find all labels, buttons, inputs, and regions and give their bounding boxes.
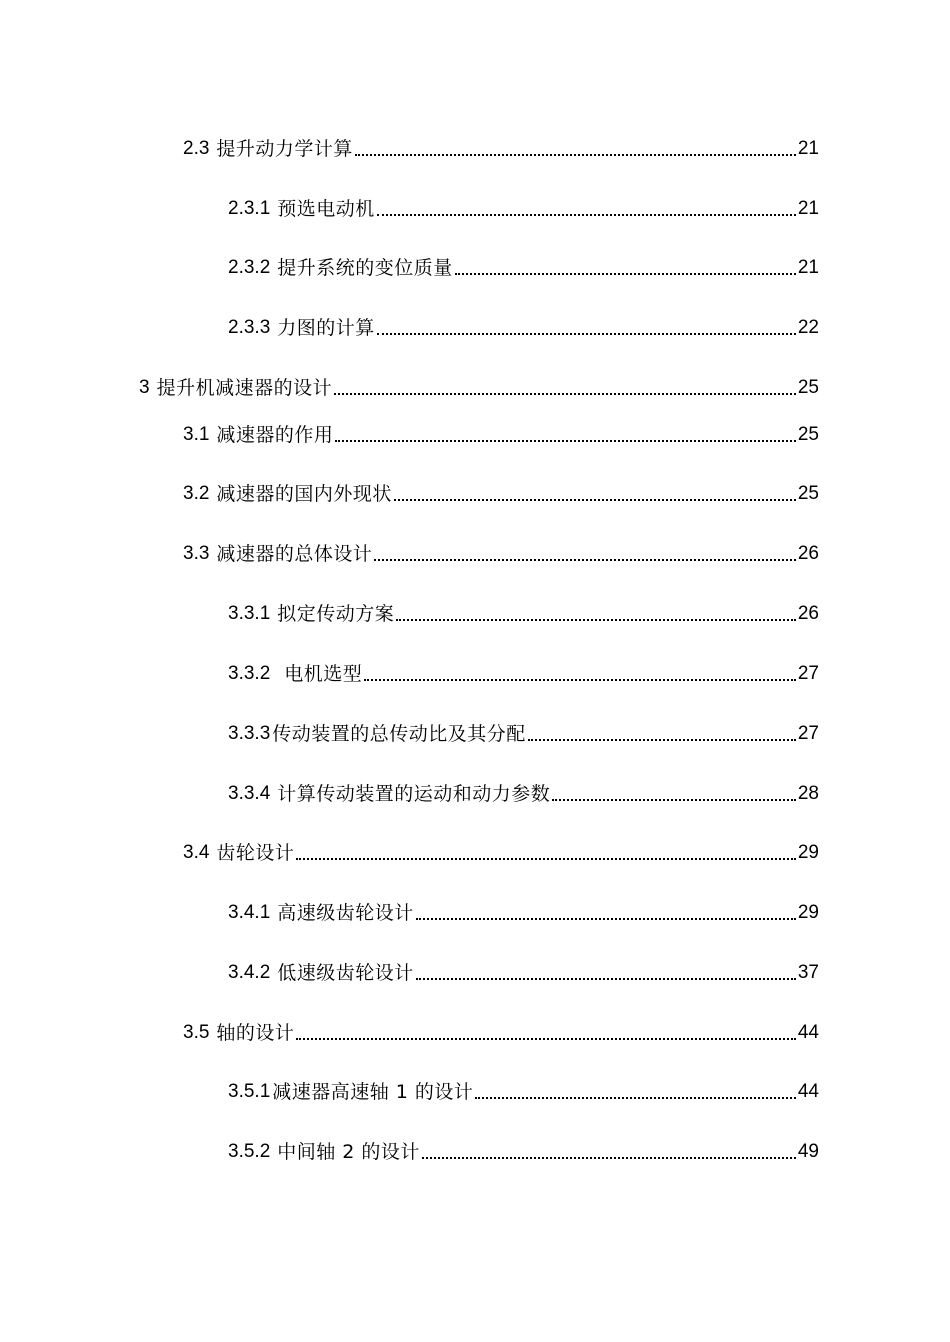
toc-entry-page: 25 (797, 424, 819, 445)
toc-entry[interactable] (228, 955, 819, 985)
dot-leader (355, 153, 796, 156)
toc-entry-title: 减速器的国内外现状 (216, 483, 392, 505)
toc-entry-title: 轴的设计 (216, 1022, 295, 1044)
dot-leader (416, 917, 796, 920)
toc-entry[interactable] (228, 1074, 819, 1104)
toc-entry-page: 21 (797, 138, 819, 159)
dot-leader (528, 738, 796, 741)
toc-entry[interactable] (228, 776, 819, 806)
toc-entry-number: 2.3.2 (228, 257, 271, 278)
toc-entry-title: 高速级齿轮设计 (277, 902, 414, 924)
toc-entry-title: 提升动力学计算 (216, 138, 353, 160)
toc-entry-title: 低速级齿轮设计 (277, 962, 414, 984)
toc-entry[interactable] (228, 250, 819, 280)
toc-entry-number: 3.4 (183, 842, 210, 863)
toc-entry-title: 中间轴 2 的设计 (277, 1141, 420, 1163)
toc-entry-number: 3.5.1 (228, 1081, 271, 1102)
toc-entry[interactable] (228, 895, 819, 925)
toc-entry[interactable] (183, 131, 819, 161)
toc-entry-number: 3.5.2 (228, 1141, 271, 1162)
dot-leader (422, 1156, 796, 1159)
dot-leader (377, 332, 796, 335)
dot-leader (296, 1037, 795, 1040)
dot-leader (334, 392, 796, 395)
toc-entry-number: 2.3.1 (228, 198, 271, 219)
toc-entry-page: 26 (797, 603, 819, 624)
toc-entry-number: 3.3.3 (228, 723, 271, 744)
toc-entry-page: 29 (797, 902, 819, 923)
toc-entry-number: 3.3.4 (228, 783, 271, 804)
toc-entry[interactable] (183, 835, 819, 865)
toc-entry-title: 减速器的总体设计 (216, 543, 373, 565)
toc-entry[interactable] (228, 1134, 819, 1164)
toc-entry-number: 3.4.2 (228, 962, 271, 983)
toc-entry[interactable] (228, 716, 819, 746)
dot-leader (455, 272, 796, 275)
toc-entry-page: 27 (797, 723, 819, 744)
toc-entry-page: 37 (797, 962, 819, 983)
toc-entry-page: 26 (797, 543, 819, 564)
dot-leader (416, 977, 796, 980)
toc-entry-page: 49 (797, 1141, 819, 1162)
toc-entry-number: 3.1 (183, 424, 210, 445)
toc-entry[interactable] (228, 191, 819, 221)
toc-entry-page: 27 (797, 663, 819, 684)
toc-entry-page: 21 (797, 198, 819, 219)
dot-leader (364, 678, 796, 681)
toc-entry[interactable] (183, 536, 819, 566)
toc-entry-title: 提升系统的变位质量 (277, 257, 453, 279)
toc-entry-title: 计算传动装置的运动和动力参数 (277, 783, 551, 805)
toc-entry[interactable] (228, 310, 819, 340)
toc-entry-number: 3.3.1 (228, 603, 271, 624)
toc-entry-page: 21 (797, 257, 819, 278)
toc-entry[interactable] (228, 596, 819, 626)
toc-entry-title: 力图的计算 (277, 317, 375, 339)
toc-entry-number: 3.3.2 (228, 663, 271, 684)
toc-entry-number: 2.3.3 (228, 317, 271, 338)
dot-leader (296, 857, 795, 860)
toc-entry-title: 电机选型 (284, 663, 363, 685)
dot-leader (394, 498, 796, 501)
toc-entry-page: 28 (797, 783, 819, 804)
toc-entry-number: 3.2 (183, 483, 210, 504)
toc-entry-page: 29 (797, 842, 819, 863)
toc-entry-number: 3.4.1 (228, 902, 271, 923)
toc-entry-page: 22 (797, 317, 819, 338)
dot-leader (377, 213, 796, 216)
toc-entry-page: 44 (797, 1022, 819, 1043)
toc-entry[interactable] (183, 476, 819, 506)
dot-leader (552, 798, 796, 801)
toc-entry-title: 预选电动机 (277, 198, 375, 220)
toc-entry-page: 25 (797, 483, 819, 504)
toc-entry[interactable] (228, 656, 819, 686)
toc-entry-title: 减速器的作用 (216, 424, 334, 446)
dot-leader (475, 1096, 795, 1099)
toc-entry[interactable] (183, 417, 819, 447)
toc-entry-number: 3.3 (183, 543, 210, 564)
toc-entry-title: 拟定传动方案 (277, 603, 395, 625)
toc-entry-page: 25 (797, 377, 819, 398)
toc-entry-title: 提升机减速器的设计 (156, 377, 333, 399)
toc-entry-page: 44 (797, 1081, 819, 1102)
dot-leader (374, 558, 795, 561)
toc-entry-number: 3 (139, 377, 150, 398)
dot-leader (335, 439, 795, 442)
toc-entry-number: 2.3 (183, 138, 210, 159)
toc-entry-number: 3.5 (183, 1022, 210, 1043)
toc-entry-title: 齿轮设计 (216, 842, 295, 864)
dot-leader (396, 618, 796, 621)
toc-entry-title: 减速器高速轴 1 的设计 (272, 1081, 474, 1103)
toc-entry[interactable] (183, 1015, 819, 1045)
toc-entry-title: 传动装置的总传动比及其分配 (272, 723, 526, 745)
toc-entry[interactable] (139, 370, 819, 400)
